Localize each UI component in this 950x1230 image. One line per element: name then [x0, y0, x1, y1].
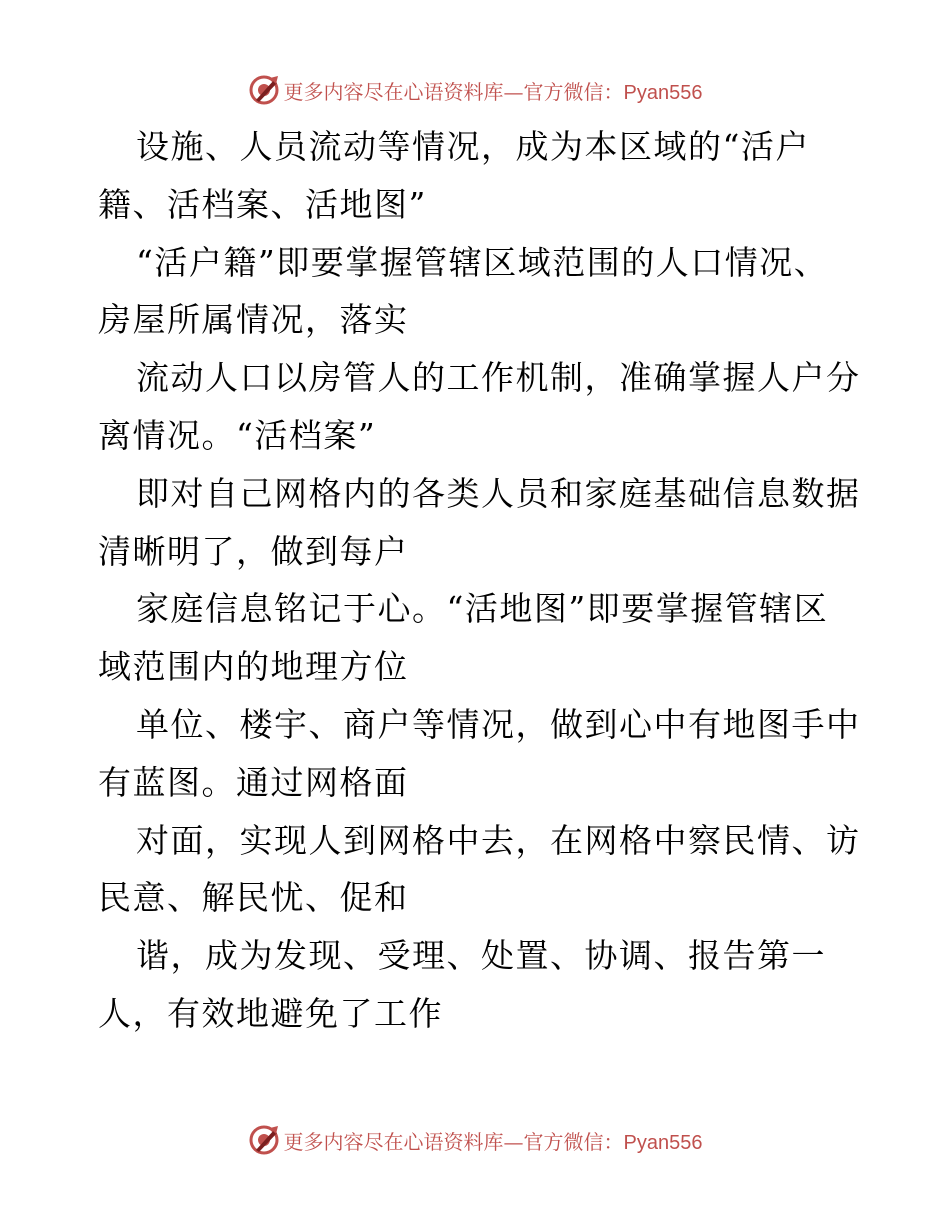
body-line: 离情况。“活档案”: [98, 415, 377, 455]
body-line: “活户籍”即要掌握管辖区域范围的人口情况、: [136, 242, 829, 282]
document-body: [98, 118, 861, 1043]
body-line: 流动人口以房管人的工作机制，准确掌握人户分: [136, 358, 861, 398]
header-banner: [0, 70, 950, 110]
body-line: 域范围内的地理方位: [98, 647, 409, 687]
footer-banner: [0, 1120, 950, 1160]
body-line: 谐，成为发现、受理、处置、协调、报告第一: [136, 936, 826, 976]
pen-logo-icon: [248, 74, 280, 106]
body-line: 对面，实现人到网格中去，在网格中察民情、访: [136, 820, 861, 860]
header-banner-text: 更多内容尽在心语资料库—官方微信：Pyan556: [283, 79, 703, 104]
body-line: 民意、解民忧、促和: [98, 878, 409, 918]
pen-logo-icon: [248, 1124, 280, 1156]
body-line: 房屋所属情况，落实: [98, 300, 409, 340]
footer-banner-text: 更多内容尽在心语资料库—官方微信：Pyan556: [283, 1129, 703, 1154]
body-line: 单位、楼宇、商户等情况，做到心中有地图手中: [136, 704, 861, 744]
footer-wechat-id: Pyan556: [623, 1131, 703, 1154]
body-line: 设施、人员流动等情况，成为本区域的“活户: [136, 127, 810, 166]
body-line: 清晰明了，做到每户: [98, 531, 409, 571]
header-wechat-id: Pyan556: [623, 81, 703, 104]
body-line: 即对自己网格内的各类人员和家庭基础信息数据: [136, 473, 861, 513]
body-line: 有蓝图。通过网格面: [98, 762, 409, 802]
body-line: 籍、活档案、活地图”: [98, 184, 427, 224]
body-line: 人，有效地避免了工作: [98, 993, 443, 1033]
body-line: 家庭信息铭记于心。“活地图”即要掌握管辖区: [136, 589, 829, 629]
